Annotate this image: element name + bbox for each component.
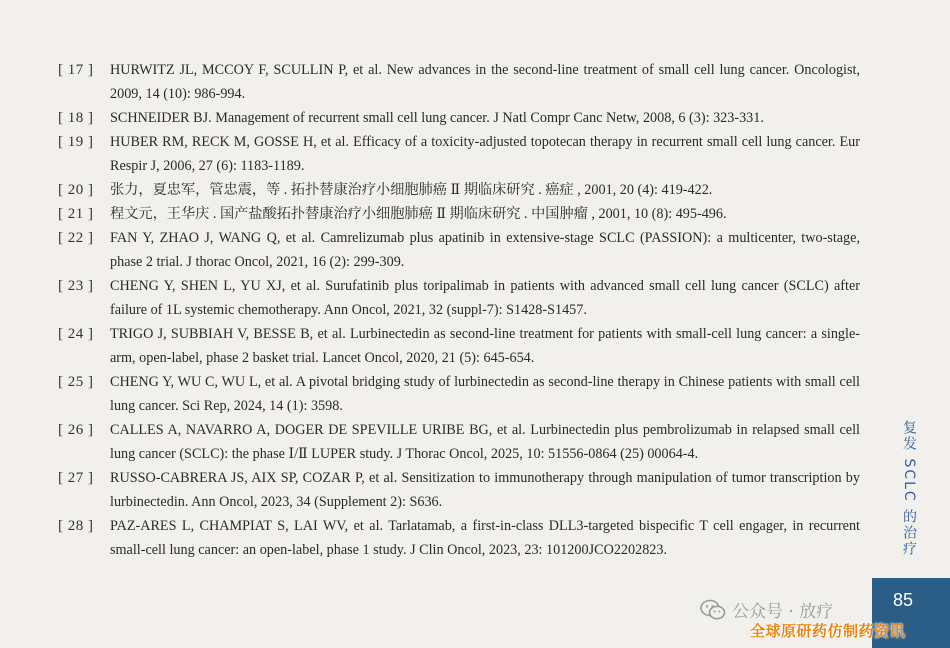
reference-text: SCHNEIDER BJ. Management of recurrent small cell lung cancer. J Natl Compr Canc Netw, 2008, 6 (3): 323-331. xyxy=(110,110,764,126)
reference-item xyxy=(58,514,860,562)
reference-text: RUSSO-CABRERA JS, AIX SP, COZAR P, et al. Sensitization to immunotherapy through manipulation of tumor transcription by lurbinectedin. Ann Oncol, 2023, 34 (Supplement 2): S636. xyxy=(110,470,860,510)
reference-number: [ 26 ] xyxy=(58,422,94,438)
reference-number: [ 27 ] xyxy=(58,470,94,486)
reference-text: CALLES A, NAVARRO A, DOGER DE SPEVILLE URIBE BG, et al. Lurbinectedin plus pembrolizumab in relapsed small cell lung cancer (SCLC): the phase Ⅰ/Ⅱ LUPER study. J Thorac Oncol, 2025, 10: 51556-0864 (25) 00064-4. xyxy=(110,422,860,462)
reference-item xyxy=(58,106,860,130)
reference-text: PAZ-ARES L, CHAMPIAT S, LAI WV, et al. Tarlatamab, a first-in-class DLL3-targeted bispecific T cell engager, in recurrent small-cell lung cancer: an open-label, phase 1 study. J Clin Oncol, 2023, 23: 101200JCO2202823. xyxy=(110,518,860,558)
reference-number: [ 20 ] xyxy=(58,182,94,198)
reference-number: [ 22 ] xyxy=(58,230,94,246)
reference-number: [ 28 ] xyxy=(58,518,94,534)
reference-text: 程文元，王华庆 . 国产盐酸拓扑替康治疗小细胞肺癌 Ⅱ 期临床研究 . 中国肿瘤 , 2001, 10 (8): 495-496. xyxy=(110,206,727,222)
watermark-orange-text: 全球原研药仿制药资讯 xyxy=(750,622,906,640)
reference-item xyxy=(58,178,860,202)
reference-text: CHENG Y, SHEN L, YU XJ, et al. Surufatinib plus toripalimab in patients with advanced small cell lung cancer (SCLC) after failure of 1L systemic chemotherapy. Ann Oncol, 2021, 32 (suppl-7): S1428-S1457. xyxy=(110,278,860,318)
reference-item xyxy=(58,226,860,274)
reference-item xyxy=(58,202,860,226)
reference-list xyxy=(58,58,860,562)
reference-item xyxy=(58,274,860,322)
wechat-icon xyxy=(700,599,726,621)
watermark-text: 公众号 · 放疗 xyxy=(732,602,834,622)
reference-text: HURWITZ JL, MCCOY F, SCULLIN P, et al. New advances in the second-line treatment of small cell lung cancer. Oncologist, 2009, 14 (10): 986-994. xyxy=(110,62,860,102)
reference-text: CHENG Y, WU C, WU L, et al. A pivotal bridging study of lurbinectedin as second-line therapy in Chinese patients with small cell lung cancer. Sci Rep, 2024, 14 (1): 3598. xyxy=(110,374,860,414)
reference-item xyxy=(58,322,860,370)
reference-item xyxy=(58,58,860,106)
reference-item xyxy=(58,418,860,466)
reference-number: [ 19 ] xyxy=(58,134,94,150)
reference-number: [ 21 ] xyxy=(58,206,94,222)
reference-number: [ 18 ] xyxy=(58,110,94,126)
watermark xyxy=(700,597,833,622)
page-number: 85 xyxy=(893,590,914,610)
reference-item xyxy=(58,130,860,178)
reference-text: TRIGO J, SUBBIAH V, BESSE B, et al. Lurbinectedin as second-line treatment for patients with small-cell lung cancer: a single-arm, open-label, phase 2 basket trial. Lancet Oncol, 2020, 21 (5): 645-654. xyxy=(110,326,860,366)
reference-item xyxy=(58,466,860,514)
reference-text: 张力，夏忠军，管忠震，等 . 拓扑替康治疗小细胞肺癌 Ⅱ 期临床研究 . 癌症 , 2001, 20 (4): 419-422. xyxy=(110,182,713,198)
reference-number: [ 23 ] xyxy=(58,278,94,294)
reference-text: HUBER RM, RECK M, GOSSE H, et al. Efficacy of a toxicity-adjusted topotecan therapy in recurrent small cell lung cancer. Eur Respir J, 2006, 27 (6): 1183-1189. xyxy=(110,134,860,174)
reference-number: [ 17 ] xyxy=(58,62,94,78)
reference-number: [ 24 ] xyxy=(58,326,94,342)
reference-number: [ 25 ] xyxy=(58,374,94,390)
chapter-side-title: 复发 SCLC 的治疗 xyxy=(901,420,917,558)
reference-item xyxy=(58,370,860,418)
reference-text: FAN Y, ZHAO J, WANG Q, et al. Camrelizumab plus apatinib in extensive-stage SCLC (PASSION): a multicenter, two-stage, phase 2 trial. J thorac Oncol, 2021, 16 (2): 299-309. xyxy=(110,230,860,270)
